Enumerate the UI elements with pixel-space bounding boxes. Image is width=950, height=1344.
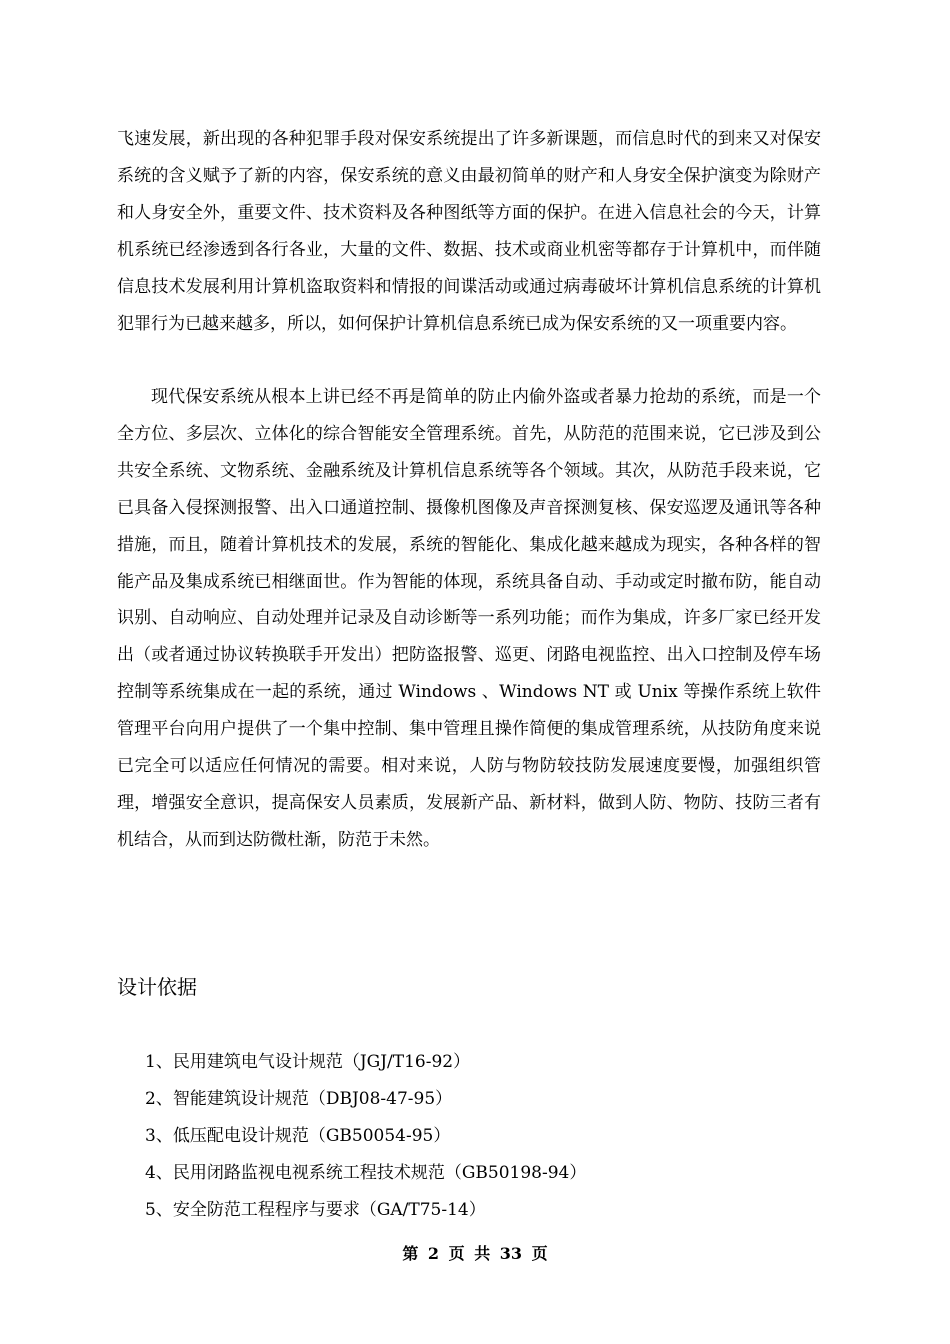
page-footer-number: 第 2 页 共 33 页: [402, 1244, 548, 1263]
body-paragraph-2: 现代保安系统从根本上讲已经不再是简单的防止内偷外盗或者暴力抢劫的系统，而是一个全方位、多层次、立体化的综合智能安全管理系统。首先，从防范的范围来说，它已涉及到公共安全系统、文物系统、金融系统及计算机信息系统等各个领域。其次，从防范手段来说，它已具备入侵探测报警、出入口通道控制、摄像机图像及声音探测复核、保安巡逻及通讯等各种措施，而且，随着计算机技术的发展，系统的智能化、集成化越来越成为现实，各种各样的智能产品及集成系统已相继面世。作为智能的体现，系统具备自动、手动或定时撤布防，能自动识别、自动响应、自动处理并记录及自动诊断等一系列功能；而作为集成，许多厂家已经开发出（或者通过协议转换联手开发出）把防盗报警、巡更、闭路电视监控、出入口控制及停车场控制等系统集成在一起的系统，通过 Windows 、Windows NT 或 Unix 等操作系统上软件管理平台向用户提供了一个集中控制、集中管理且操作简便的集成管理系统，从技防角度来说已完全可以适应任何情况的需要。相对来说，人防与物防较技防发展速度要慢，加强组织管理，增强安全意识，提高保安人员素质，发展新产品、新材料，做到人防、物防、技防三者有机结合，从而到达防微杜渐，防范于未然。: [117, 387, 821, 850]
list-item: 4、民用闭路监视电视系统工程技术规范（GB50198-94）: [145, 1163, 587, 1183]
design-basis-list: [145, 1044, 586, 1229]
list-item: 3、低压配电设计规范（GB50054-95）: [145, 1126, 451, 1146]
body-paragraph-1: 飞速发展，新出现的各种犯罪手段对保安系统提出了许多新课题，而信息时代的到来又对保安系统的含义赋予了新的内容，保安系统的意义由最初简单的财产和人身安全保护演变为除财产和人身安全外，重要文件、技术资料及各种图纸等方面的保护。在进入信息社会的今天，计算机系统已经渗透到各行各业，大量的文件、数据、技术或商业机密等都存于计算机中，而伴随信息技术发展利用计算机盗取资料和情报的间谍活动或通过病毒破坏计算机信息系统的计算机犯罪行为已越来越多，所以，如何保护计算机信息系统已成为保安系统的又一项重要内容。: [117, 129, 821, 334]
list-item: 5、安全防范工程程序与要求（GA/T75-14）: [145, 1200, 486, 1220]
list-item: 1、民用建筑电气设计规范（JGJ/T16-92）: [145, 1052, 471, 1072]
section-title-design-basis: 设计依据: [117, 975, 197, 999]
list-item: 2、智能建筑设计规范（DBJ08-47-95）: [145, 1089, 453, 1109]
